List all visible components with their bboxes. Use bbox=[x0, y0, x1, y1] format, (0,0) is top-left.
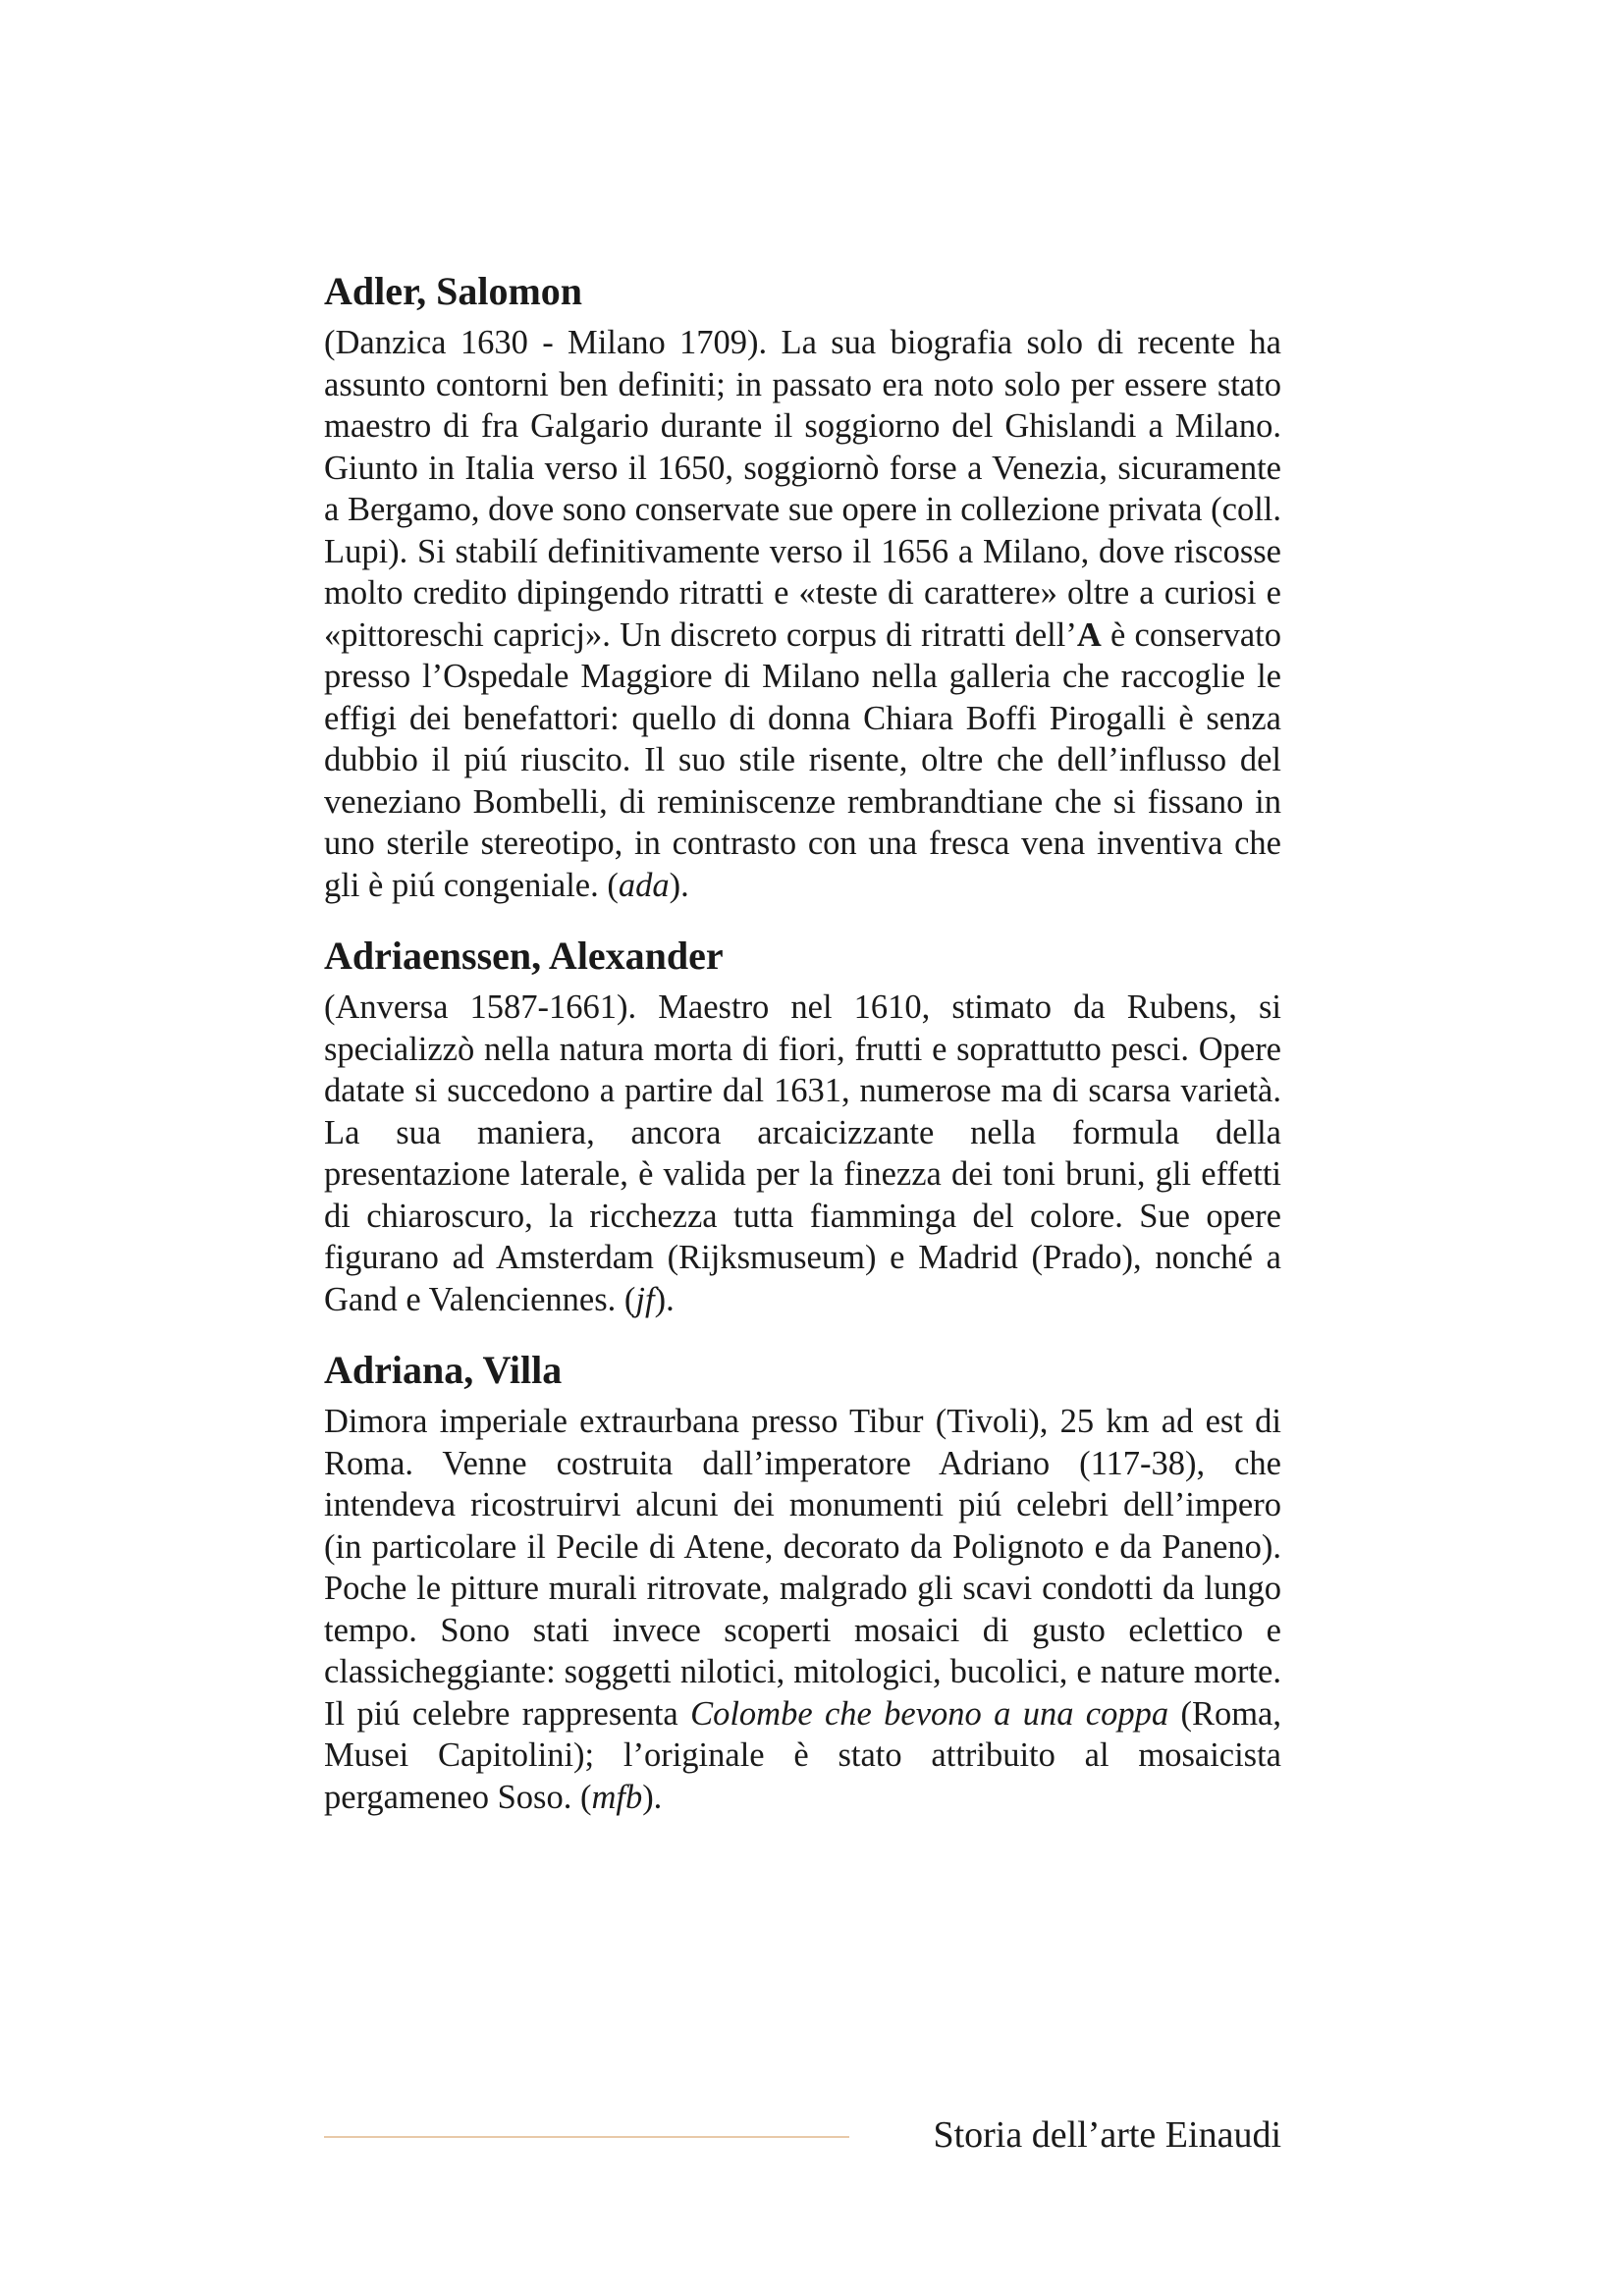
entry-heading: Adler, Salomon bbox=[324, 269, 583, 313]
entry-body bbox=[324, 322, 1281, 906]
page-footer bbox=[324, 2110, 1281, 2160]
work-title: Colombe che bevono a una coppa bbox=[690, 1694, 1169, 1733]
footer-title: Storia dell’arte Einaudi bbox=[933, 2114, 1281, 2156]
entry-text-end: ). bbox=[642, 1778, 663, 1816]
author-initials: ada bbox=[618, 866, 670, 904]
entry-adriaenssen-alexander bbox=[324, 930, 1281, 1320]
entry-body bbox=[324, 1401, 1281, 1818]
entry-adriana-villa bbox=[324, 1344, 1281, 1818]
entry-text: (Anversa 1587-1661). Maestro nel 1610, stimato da Rubens, si specializzò nella natura morta di fiori, frutti e soprattutto pesci. Opere datate si succedono a partire dal 1631, numerose ma di scarsa varietà. La sua maniera, ancora arcaicizzante nella formula della presentazione laterale, è valida per la finezza dei toni bruni, gli effetti di chiaroscuro, la ricchezza tutta fiamminga del colore. Sue opere figurano ad Amsterdam (Rijksmuseum) e Madrid (Prado), nonché a Gand e Valenciennes. ( bbox=[324, 988, 1281, 1318]
entry-text-end: ). bbox=[654, 1280, 675, 1318]
entry-adler-salomon bbox=[324, 265, 1281, 906]
entry-text: (Danzica 1630 - Milano 1709). La sua biografia solo di recente ha assunto contorni ben definiti; in passato era noto solo per essere stato maestro di fra Galgario durante il soggiorno del Ghislandi a Milano. Giunto in Italia verso il 1650, soggiornò forse a Venezia, sicuramente a Bergamo, dove sono conservate sue opere in collezione privata (coll. Lupi). Si stabilí definitivamente verso il 1656 a Milano, dove riscosse molto credito dipingendo ritratti e «teste di carattere» oltre a curiosi e «pittoreschi capricj». Un discreto corpus di ritratti dell’ bbox=[324, 324, 1281, 654]
entry-text: è conservato presso l’Ospedale Maggiore di Milano nella galleria che raccoglie le effigi dei benefattori: quello di donna Chiara Boffi Pirogalli è senza dubbio il piú riuscito. Il suo stile risente, oltre che dell’influsso del veneziano Bombelli, di reminiscenze rembrandtiane che si fissano in uno sterile stereotipo, in contrasto con una fresca vena inventiva che gli è piú congeniale. ( bbox=[324, 615, 1281, 904]
entry-abbreviation: A bbox=[1076, 615, 1102, 654]
footer-rule bbox=[324, 2136, 849, 2138]
page-content bbox=[324, 265, 1281, 1842]
entry-body bbox=[324, 987, 1281, 1320]
entry-heading: Adriana, Villa bbox=[324, 1348, 563, 1392]
author-initials: jf bbox=[635, 1280, 655, 1318]
entry-heading: Adriaenssen, Alexander bbox=[324, 934, 724, 978]
entry-text: Dimora imperiale extraurbana presso Tibur (Tivoli), 25 km ad est di Roma. Venne costruita dall’imperatore Adriano (117-38), che intendeva ricostruirvi alcuni dei monumenti piú celebri dell’impero (in particolare il Pecile di Atene, decorato da Polignoto e da Paneno). Poche le pitture murali ritrovate, malgrado gli scavi condotti da lungo tempo. Sono stati invece scoperti mosaici di gusto eclettico e classicheggiante: soggetti nilotici, mitologici, bucolici, e nature morte. Il piú celebre rappresenta bbox=[324, 1403, 1281, 1733]
entry-text: (Roma, Musei Capitolini); l’originale è stato attribuito al mosaicista pergameneo Soso. ( bbox=[324, 1694, 1281, 1816]
author-initials: mfb bbox=[591, 1778, 643, 1816]
entry-text-end: ). bbox=[669, 866, 689, 904]
